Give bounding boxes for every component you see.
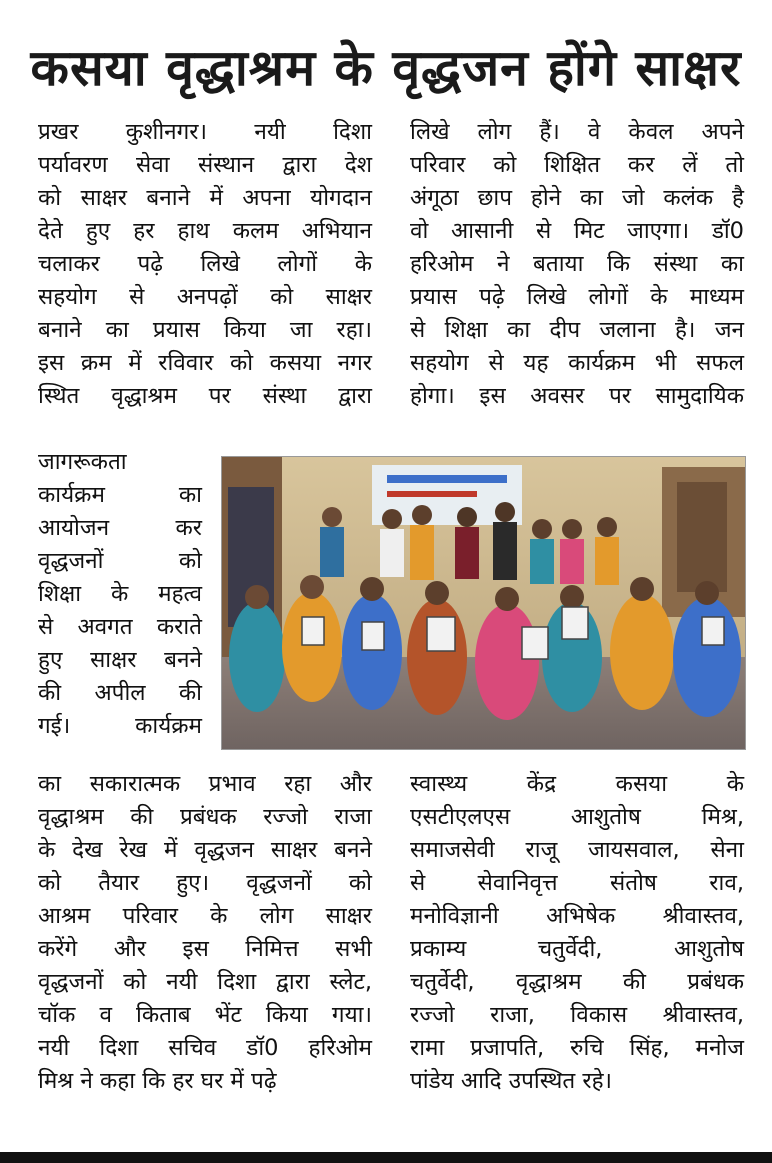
text-line: इस क्रम में रविवार को कसया नगर	[38, 350, 372, 376]
text-line: प्रकाम्य चतुर्वेदी, आशुतोष	[410, 936, 744, 962]
left-column-wrap	[38, 446, 202, 743]
text-line: का सकारात्मक प्रभाव रहा और	[38, 771, 372, 797]
text-line: पर्यावरण सेवा संस्थान द्वारा देश	[38, 152, 372, 178]
text-line: चलाकर पढ़े लिखे लोगों के	[38, 251, 372, 277]
text-line: के देख रेख में वृद्धजन साक्षर बनने	[38, 837, 372, 863]
text-line: गई। कार्यक्रम	[38, 713, 202, 739]
text-line: चतुर्वेदी, वृद्धाश्रम की प्रबंधक	[410, 969, 744, 995]
headline: कसया वृद्धाश्रम के वृद्धजन होंगे साक्षर	[30, 39, 742, 97]
right-column-bottom	[410, 768, 744, 1098]
text-line: करेंगे और इस निमित्त सभी	[38, 936, 372, 962]
text-line: चॉक व किताब भेंट किया गया।	[38, 1002, 372, 1028]
text-line: मनोविज्ञानी अभिषेक श्रीवास्तव,	[410, 903, 744, 929]
text-line: वृद्धजनों को	[38, 548, 202, 574]
text-line: अंगूठा छाप होने का जो कलंक है	[410, 185, 744, 211]
left-column-bottom	[38, 768, 372, 1098]
text-line: हरिओम ने बताया कि संस्था का	[410, 251, 744, 277]
text-line: वृद्धाश्रम की प्रबंधक रज्जो राजा	[38, 804, 372, 830]
text-line: को तैयार हुए। वृद्धजनों को	[38, 870, 372, 896]
text-line: वो आसानी से मिट जाएगा। डॉ0	[410, 218, 744, 244]
text-line: हुए साक्षर बनने	[38, 647, 202, 673]
text-line: की अपील की	[38, 680, 202, 706]
text-line: होगा। इस अवसर पर सामुदायिक	[410, 383, 744, 409]
page-bottom-rule	[0, 1152, 772, 1163]
article-photo	[221, 456, 746, 750]
text-line: प्रखर कुशीनगर। नयी दिशा	[38, 119, 372, 145]
text-line: प्रयास पढ़े लिखे लोगों के माध्यम	[410, 284, 744, 310]
text-line: लिखे लोग हैं। वे केवल अपने	[410, 119, 744, 145]
text-line: समाजसेवी राजू जायसवाल, सेना	[410, 837, 744, 863]
text-line: रज्जो राजा, विकास श्रीवास्तव,	[410, 1002, 744, 1028]
text-line: परिवार को शिक्षित कर लें तो	[410, 152, 744, 178]
text-line: मिश्र ने कहा कि हर घर में पढ़े	[38, 1068, 277, 1094]
text-line: नयी दिशा सचिव डॉ0 हरिओम	[38, 1035, 372, 1061]
text-line: कार्यक्रम का	[38, 482, 202, 508]
text-line: सहयोग से अनपढ़ों को साक्षर	[38, 284, 372, 310]
text-line: रामा प्रजापति, रुचि सिंह, मनोज	[410, 1035, 744, 1061]
text-line: आश्रम परिवार के लोग साक्षर	[38, 903, 372, 929]
right-column-top	[410, 116, 744, 413]
text-line: से सेवानिवृत्त संतोष राव,	[410, 870, 744, 896]
text-line: देते हुए हर हाथ कलम अभियान	[38, 218, 372, 244]
text-line: से शिक्षा का दीप जलाना है। जन	[410, 317, 744, 343]
text-line: को साक्षर बनाने में अपना योगदान	[38, 185, 372, 211]
text-line: वृद्धजनों को नयी दिशा द्वारा स्लेट,	[38, 969, 372, 995]
text-line: एसटीएलएस आशुतोष मिश्र,	[410, 804, 744, 830]
text-line: बनाने का प्रयास किया जा रहा।	[38, 317, 372, 343]
group-photo-illustration	[222, 457, 745, 749]
text-line: से अवगत कराते	[38, 614, 202, 640]
text-line: आयोजन कर	[38, 515, 202, 541]
text-line: पांडेय आदि उपस्थित रहे।	[410, 1068, 613, 1094]
left-column-top	[38, 116, 372, 413]
text-line: शिक्षा के महत्व	[38, 581, 202, 607]
text-line: स्थित वृद्धाश्रम पर संस्था द्वारा	[38, 383, 372, 409]
text-line: जागरूकता	[38, 449, 127, 475]
text-line: स्वास्थ्य केंद्र कसया के	[410, 771, 744, 797]
text-line: सहयोग से यह कार्यक्रम भी सफल	[410, 350, 744, 376]
